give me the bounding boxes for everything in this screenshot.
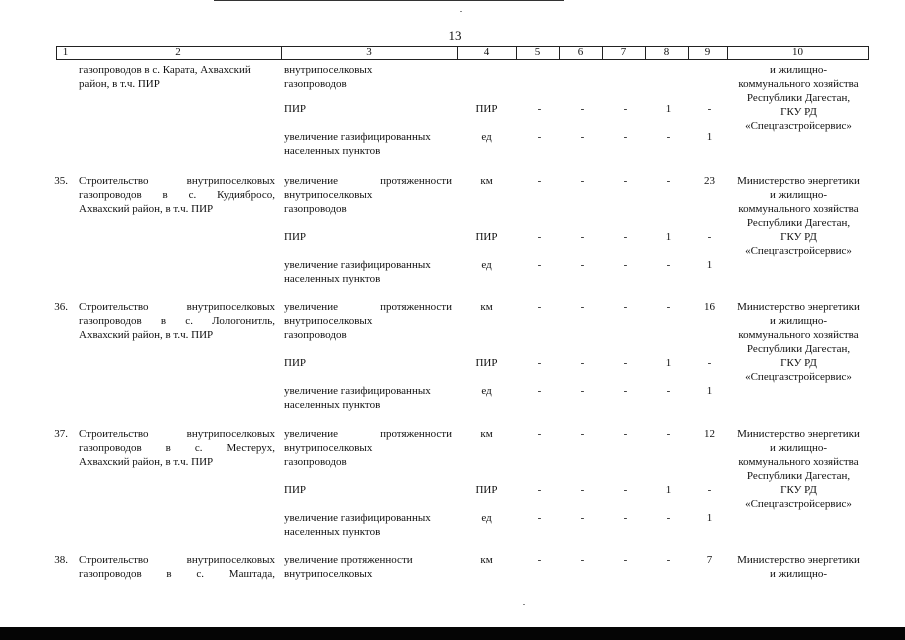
value-cell-col7: - [623, 175, 628, 187]
indicator-text: внутрипоселковых [284, 568, 373, 580]
value-cell-col5: - [537, 357, 542, 369]
value-cell-col9: 1 [706, 385, 713, 397]
value-cell-col8: - [666, 301, 671, 313]
header-cell-4: 4 [483, 46, 490, 58]
value-cell-col6: - [580, 259, 585, 271]
indicator-text: увеличение газифицированных [284, 259, 431, 271]
header-cell-6: 6 [577, 46, 584, 58]
executor-text: «Спецгазстройсервис» [745, 120, 852, 132]
unit-cell: ед [481, 131, 492, 143]
executor-text: и жилищно- [769, 568, 828, 580]
value-cell-col8: - [666, 131, 671, 143]
value-cell-col8: 1 [665, 484, 672, 496]
entry-number: 35. [54, 175, 68, 187]
value-cell-col6: - [580, 301, 585, 313]
value-cell-col8: - [666, 554, 671, 566]
executor-text: и жилищно- [769, 315, 828, 327]
value-cell-col9: 1 [706, 512, 713, 524]
value-cell-col8: - [666, 385, 671, 397]
indicator-text: увеличение протяженности [284, 554, 413, 566]
value-cell-col5: - [537, 301, 542, 313]
value-cell-col9: - [707, 103, 712, 115]
value-cell-col6: - [580, 554, 585, 566]
value-cell-col7: - [623, 103, 628, 115]
entry-number: 38. [54, 554, 68, 566]
executor-text: «Спецгазстройсервис» [745, 371, 852, 383]
indicator-text: увеличение газифицированных [284, 385, 431, 397]
value-cell-col9: 23 [704, 175, 715, 187]
value-cell-col5: - [537, 554, 542, 566]
indicator-text: увеличение протяженности [284, 301, 452, 313]
value-cell-col9: - [707, 357, 712, 369]
entry-number: 36. [54, 301, 68, 313]
unit-cell: ед [481, 259, 492, 271]
entry-name-text: Ахвахский район, в т.ч. ПИР [79, 456, 214, 468]
indicator-text: ПИР [284, 103, 307, 115]
scan-speck [460, 11, 462, 12]
executor-text: «Спецгазстройсервис» [745, 245, 852, 257]
value-cell-col8: 1 [665, 357, 672, 369]
entry-name-text: газопроводов в с. Маштада, [79, 568, 275, 580]
entry-name-text: Строительство внутрипоселковых [79, 301, 275, 313]
value-cell-col5: - [537, 103, 542, 115]
indicator-text: увеличение газифицированных [284, 131, 431, 143]
indicator-text: ПИР [284, 231, 307, 243]
header-cell-1: 1 [62, 46, 69, 58]
executor-text: Республики Дагестан, [746, 92, 851, 104]
value-cell-col7: - [623, 231, 628, 243]
value-cell-col7: - [623, 357, 628, 369]
executor-text: и жилищно- [769, 189, 828, 201]
executor-text: ГКУ РД [780, 357, 817, 369]
indicator-text: населенных пунктов [284, 399, 381, 411]
executor-text: «Спецгазстройсервис» [745, 498, 852, 510]
unit-cell: ПИР [475, 484, 498, 496]
value-cell-col6: - [580, 103, 585, 115]
value-cell-col8: 1 [665, 103, 672, 115]
scan-speck [523, 604, 525, 605]
header-cell-2: 2 [175, 46, 181, 58]
value-cell-col8: - [666, 259, 671, 271]
value-cell-col5: - [537, 385, 542, 397]
indicator-text: увеличение газифицированных [284, 512, 431, 524]
continued-entry-name: район, в т.ч. ПИР [79, 78, 160, 90]
value-cell-col5: - [537, 175, 542, 187]
value-cell-col5: - [537, 512, 542, 524]
unit-cell: км [480, 554, 493, 566]
header-bottom-rule [56, 59, 868, 60]
value-cell-col6: - [580, 428, 585, 440]
value-cell-col9: 12 [704, 428, 715, 440]
value-cell-col9: 1 [706, 259, 713, 271]
value-cell-col5: - [537, 484, 542, 496]
indicator-text: газопроводов [284, 329, 347, 341]
value-cell-col6: - [580, 357, 585, 369]
scan-top-rule [214, 0, 564, 1]
unit-cell: ПИР [475, 103, 498, 115]
value-cell-col7: - [623, 131, 628, 143]
header-cell-3: 3 [366, 46, 372, 58]
indicator-text: внутрипоселковых [284, 189, 373, 201]
executor-text: Министерство энергетики [737, 554, 860, 566]
indicator-text: увеличение протяженности [284, 428, 452, 440]
indicator-text: газопроводов [284, 456, 347, 468]
executor-text: и жилищно- [769, 64, 828, 76]
unit-cell: ед [481, 512, 492, 524]
unit-cell: ед [481, 385, 492, 397]
value-cell-col8: - [666, 428, 671, 440]
value-cell-col6: - [580, 385, 585, 397]
value-cell-col6: - [580, 231, 585, 243]
indicator-text: увеличение протяженности [284, 175, 452, 187]
executor-text: коммунального хозяйства [738, 456, 859, 468]
value-cell-col7: - [623, 259, 628, 271]
entry-name-text: Ахвахский район, в т.ч. ПИР [79, 329, 214, 341]
value-cell-col8: - [666, 512, 671, 524]
executor-text: коммунального хозяйства [738, 78, 859, 90]
executor-text: ГКУ РД [780, 106, 817, 118]
value-cell-col7: - [623, 512, 628, 524]
value-cell-col5: - [537, 231, 542, 243]
header-cell-8: 8 [663, 46, 670, 58]
entry-number: 37. [54, 428, 68, 440]
header-column-divider [868, 46, 869, 60]
indicator-text: внутрипоселковых [284, 442, 373, 454]
header-cell-7: 7 [620, 46, 627, 58]
entry-name-text: газопроводов в с. Кудиябросо, [79, 189, 275, 201]
value-cell-col6: - [580, 484, 585, 496]
entry-name-text: Ахвахский район, в т.ч. ПИР [79, 203, 214, 215]
value-cell-col9: - [707, 231, 712, 243]
value-cell-col7: - [623, 301, 628, 313]
entry-name-text: Строительство внутрипоселковых [79, 175, 275, 187]
continued-indicator-text: внутрипоселковых [284, 64, 373, 76]
value-cell-col7: - [623, 385, 628, 397]
executor-text: ГКУ РД [780, 484, 817, 496]
value-cell-col9: - [707, 484, 712, 496]
indicator-text: населенных пунктов [284, 273, 381, 285]
value-cell-col5: - [537, 259, 542, 271]
header-cell-10: 10 [792, 46, 803, 58]
indicator-text: ПИР [284, 484, 307, 496]
value-cell-col9: 1 [706, 131, 713, 143]
unit-cell: км [480, 428, 493, 440]
executor-text: и жилищно- [769, 442, 828, 454]
executor-text: Министерство энергетики [737, 301, 860, 313]
value-cell-col7: - [623, 428, 628, 440]
indicator-text: населенных пунктов [284, 526, 381, 538]
executor-text: Республики Дагестан, [746, 343, 851, 355]
indicator-text: населенных пунктов [284, 145, 381, 157]
value-cell-col8: 1 [665, 231, 672, 243]
indicator-text: ПИР [284, 357, 307, 369]
header-cell-5: 5 [534, 46, 541, 58]
value-cell-col5: - [537, 428, 542, 440]
entry-name-text: Строительство внутрипоселковых [79, 428, 275, 440]
continued-entry-name: газопроводов в с. Карата, Ахвахский [79, 64, 251, 76]
page-number: 13 [448, 28, 462, 43]
value-cell-col6: - [580, 512, 585, 524]
executor-text: Республики Дагестан, [746, 217, 851, 229]
executor-text: Министерство энергетики [737, 175, 860, 187]
continued-indicator-text: газопроводов [284, 78, 347, 90]
executor-text: коммунального хозяйства [738, 203, 859, 215]
executor-text: Республики Дагестан, [746, 470, 851, 482]
entry-name-text: Строительство внутрипоселковых [79, 554, 275, 566]
unit-cell: км [480, 301, 493, 313]
unit-cell: ПИР [475, 231, 498, 243]
value-cell-col6: - [580, 175, 585, 187]
scan-bottom-edge [0, 627, 905, 640]
value-cell-col7: - [623, 554, 628, 566]
value-cell-col9: 7 [706, 554, 713, 566]
value-cell-col8: - [666, 175, 671, 187]
executor-text: ГКУ РД [780, 231, 817, 243]
entry-name-text: газопроводов в с. Лологонитль, [79, 315, 275, 327]
header-cell-9: 9 [704, 46, 711, 58]
entry-name-text: газопроводов в с. Местерух, [79, 442, 275, 454]
indicator-text: газопроводов [284, 203, 347, 215]
value-cell-col5: - [537, 131, 542, 143]
value-cell-col6: - [580, 131, 585, 143]
value-cell-col7: - [623, 484, 628, 496]
indicator-text: внутрипоселковых [284, 315, 373, 327]
unit-cell: ПИР [475, 357, 498, 369]
unit-cell: км [480, 175, 493, 187]
value-cell-col9: 16 [704, 301, 715, 313]
executor-text: Министерство энергетики [737, 428, 860, 440]
executor-text: коммунального хозяйства [738, 329, 859, 341]
